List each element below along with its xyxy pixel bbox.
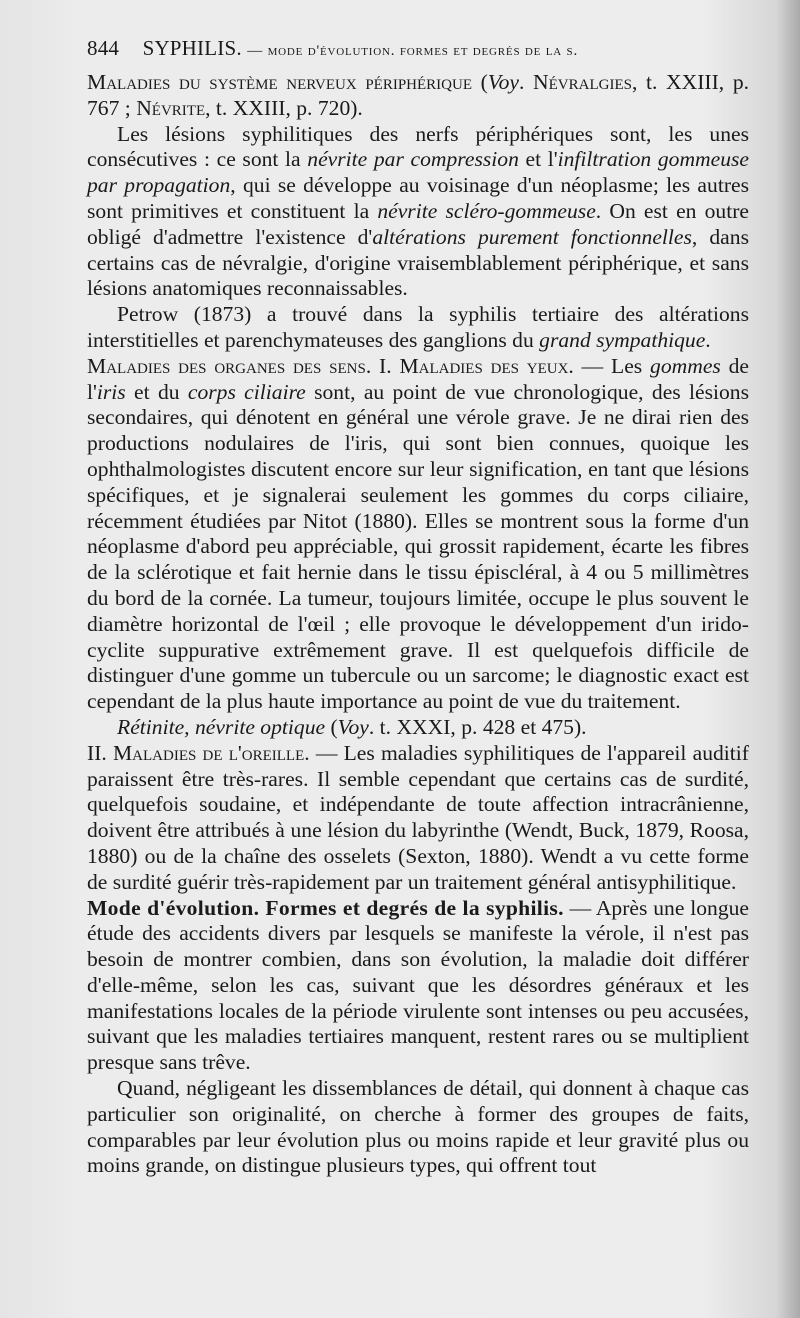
paragraph-types: Quand, négligeant les dissemblances de détail, qui donnent à chaque cas particulier son originalité, on cherche à former des groupes de faits, comparables par leur évolution plus ou moins rapide et leur gravité plus ou moins grande, on distingue plusieurs types, qui offrent tout <box>87 1076 749 1178</box>
page-number: 844 <box>87 36 120 60</box>
section-heading: Maladies de l'oreille <box>112 740 305 765</box>
paragraph-maladies-oreille: II. Maladies de l'oreille. — Les maladies syphilitiques de l'appareil auditif paraissent être très-rares. Il semble cependant que certains cas de surdité, quelquefois soudaine, et indépendante de toute affection intracrânienne, doivent être attribués à une lésion du labyrinthe (Wendt, Buck, 1879, Roosa, 1880) ou de la chaîne des osselets (Sexton, 1880). Wendt a vu cette forme de surdité guérir très-rapidement par un traitement général antisyphilitique. <box>87 740 749 894</box>
paragraph-lesions-nerfs: Les lésions syphilitiques des nerfs périphériques sont, les unes consécutives : ce sont la névrite par compression et l'infiltration gommeuse par propagation, qui se développe au voisinage d'un néoplasme; les autres sont primitives et constituent la névrite scléro-gommeuse. On est en outre obligé d'admettre l'existence d'altérations purement fonctionnelles, dans certains cas de névralgie, d'origine vraisemblablement périphérique, et sans lésions anatomiques reconnaissables. <box>87 121 750 301</box>
paragraph-petrow: Petrow (1873) a trouvé dans la syphilis tertiaire des altérations interstitielles et parenchymateuses des ganglions du grand sympathique. <box>87 302 749 352</box>
section-heading: Maladies du système nerveux périphérique <box>87 70 472 94</box>
section-heading-bold: Mode d'évolution. Formes et degrés de la syphilis. <box>87 895 564 920</box>
paragraph-retinite: Rétinite, névrite optique (Voy. t. XXXI, p. 428 et 475). <box>117 714 587 739</box>
running-section: — mode d'évolution. formes et degrés de la s. <box>247 43 579 59</box>
paragraph-nerfs-peripheriques-heading: Maladies du système nerveux périphérique (Voy. Névralgies, t. XXIII, p. 767 ; Névrite, t. XXIII, p. 720). <box>87 70 750 120</box>
section-heading: Maladies des organes des sens <box>87 353 366 378</box>
paragraph-maladies-yeux: Maladies des organes des sens. I. Maladies des yeux. — Les gommes de l'iris et du corps ciliaire sont, au point de vue chronologique, des lésions secondaires, qui dénotent en général une vérole grave. Je ne dirai rien des productions nodulaires de l'iris, qui sont bien connues, quoique les ophthalmologistes discutent encore sur leur signification, en tant que lésions spécifiques, et je signalerai seulement les gommes du corps ciliaire, récemment étudiées par Nitot (1880). Elles se montrent sous la forme d'un néoplasme d'abord peu appréciable, qui grossit rapidement, écarte les fibres de la sclérotique et fait hernie dans le tissu épiscléral, à 4 ou 5 millimètres du bord de la cornée. La tumeur, toujours limitée, occupe le plus souvent le diamètre horizontal de l'œil ; elle provoque le développement d'un irido-cyclite suppurative extrêmement grave. Il est quelquefois difficile de distinguer d'une gomme un tubercule ou un sarcome; le diagnostic exact est cependant de la plus haute importance au point de vue du traitement. <box>87 353 750 714</box>
running-title: SYPHILIS. <box>142 36 242 60</box>
page-body <box>87 70 749 1179</box>
running-header <box>87 36 767 61</box>
paragraph-mode-evolution: Mode d'évolution. Formes et degrés de la syphilis. — Après une longue étude des accidents divers par lesquels se manifeste la vérole, il n'est pas besoin de montrer combien, dans son évolution, la maladie doit différer d'elle-même, selon les cas, suivant que les désordres généraux et les manifestations locales de la période virulente sont intenses ou peu accusées, suivant que les maladies tertiaires manquent, restent rares ou se multiplient presque sans trêve. <box>87 895 749 1075</box>
